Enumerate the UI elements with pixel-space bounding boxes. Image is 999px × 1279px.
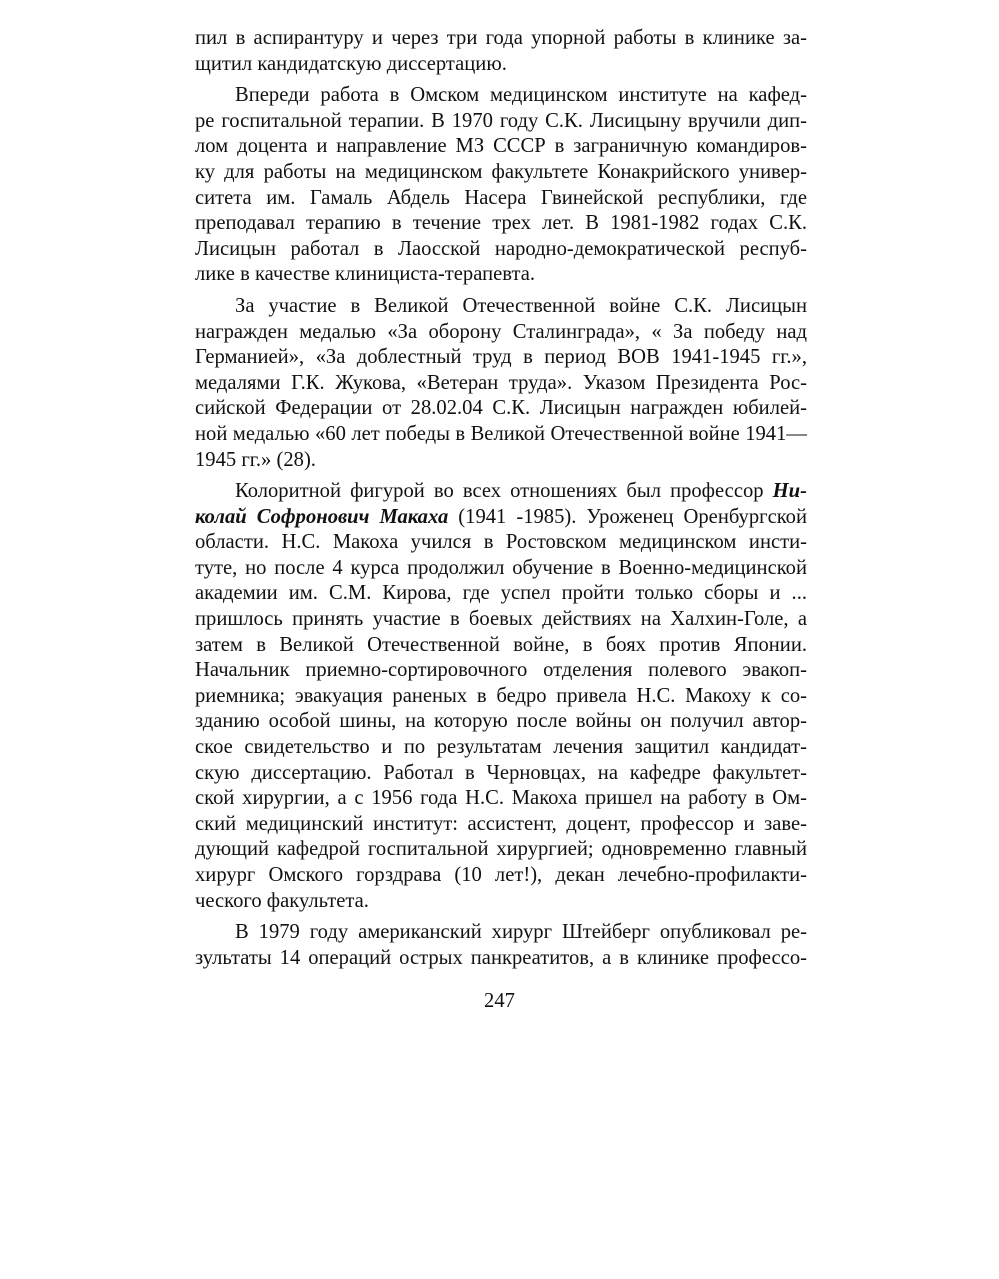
text-line: пил в аспирантуру и через три года упорной работы в клинике за-	[195, 27, 807, 49]
text-line: награжден медалью «За оборону Сталинграда», « За победу над	[195, 320, 807, 343]
page-number: 247	[484, 990, 515, 1012]
paragraph	[195, 920, 807, 971]
text-line: ское свидетельство и по результатам лечения защитил кандидат-	[195, 736, 807, 759]
text-run: Колоритной фигурой во всех отношениях был профессор	[235, 480, 773, 503]
paragraph	[195, 26, 807, 77]
paragraph	[195, 83, 807, 288]
text-line: скую диссертацию. Работал в Черновцах, на кафедре факультет-	[195, 761, 807, 784]
text-line: Германией», «За доблестный труд в период ВОВ 1941-1945 гг.»,	[195, 346, 807, 369]
text-line: туте, но после 4 курса продолжил обучение в Военно-медицинской	[195, 556, 807, 579]
paragraph	[195, 479, 807, 914]
text-line: В 1979 году американский хирург Штейберг опубликовал ре-	[235, 921, 807, 944]
text-line: зданию особой шины, на которую после войны он получил автор-	[195, 710, 807, 733]
text-line: риемника; эвакуация раненых в бедро привела Н.С. Макоху к со-	[195, 684, 807, 707]
text-line: ре госпитальной терапии. В 1970 году С.К. Лисицыну вручили дип-	[195, 109, 807, 132]
text-line: Впереди работа в Омском медицинском институте на кафед-	[235, 84, 807, 107]
text-line	[195, 505, 807, 531]
text-line: сийской Федерации от 28.02.04 С.К. Лисицын награжден юбилей-	[195, 397, 807, 420]
page-body	[195, 26, 807, 971]
person-name: Ни-	[772, 480, 807, 503]
text-line: ситета им. Гамаль Абдель Насера Гвинейской республики, где	[195, 186, 807, 209]
text-line: пришлось принять участие в боевых действиях на Халхин-Голе, а	[195, 608, 807, 631]
text-run: (1941 -1985). Уроженец Оренбургской	[448, 505, 807, 528]
text-line: области. Н.С. Макоха учился в Ростовском медицинском инсти-	[195, 531, 807, 554]
text-line: ческого факультета.	[195, 889, 369, 912]
text-line: ной медалью «60 лет победы в Великой Отечественной войне 1941—	[195, 422, 807, 445]
person-name: колай Софронович Макаха	[195, 505, 449, 528]
text-line: ский медицинский институт: ассистент, доцент, профессор и заве-	[195, 812, 807, 835]
text-line: За участие в Великой Отечественной войне С.К. Лисицын	[235, 294, 807, 317]
paragraph	[195, 294, 807, 473]
text-line: медалями Г.К. Жукова, «Ветеран труда». Указом Президента Рос-	[195, 371, 807, 394]
text-line: Лисицын работал в Лаосской народно-демократической респуб-	[195, 237, 807, 260]
text-line: лике в качестве клинициста-терапевта.	[195, 263, 535, 286]
text-line: лом доцента и направление МЗ СССР в заграничную командиров-	[195, 135, 807, 158]
text-line: 1945 гг.» (28).	[195, 448, 316, 471]
text-line: ку для работы на медицинском факультете Конакрийского универ-	[195, 160, 807, 183]
text-line: щитил кандидатскую диссертацию.	[195, 52, 507, 75]
text-line: преподавал терапию в течение трех лет. В 1981-1982 годах С.К.	[195, 212, 807, 235]
text-line: ской хирургии, а с 1956 года Н.С. Макоха пришел на работу в Ом-	[195, 787, 807, 810]
text-line: Начальник приемно-сортировочного отделения полевого эвакоп-	[195, 659, 807, 682]
text-line: затем в Великой Отечественной войне, в боях против Японии.	[195, 633, 807, 656]
text-line: дующий кафедрой госпитальной хирургией; одновременно главный	[195, 838, 807, 861]
text-line	[195, 479, 807, 505]
text-line: академии им. С.М. Кирова, где успел пройти только сборы и ...	[195, 582, 807, 605]
text-line: хирург Омского горздрава (10 лет!), декан лечебно-профилакти-	[195, 864, 807, 886]
text-line: зультаты 14 операций острых панкреатитов, а в клинике профессо-	[195, 946, 807, 969]
